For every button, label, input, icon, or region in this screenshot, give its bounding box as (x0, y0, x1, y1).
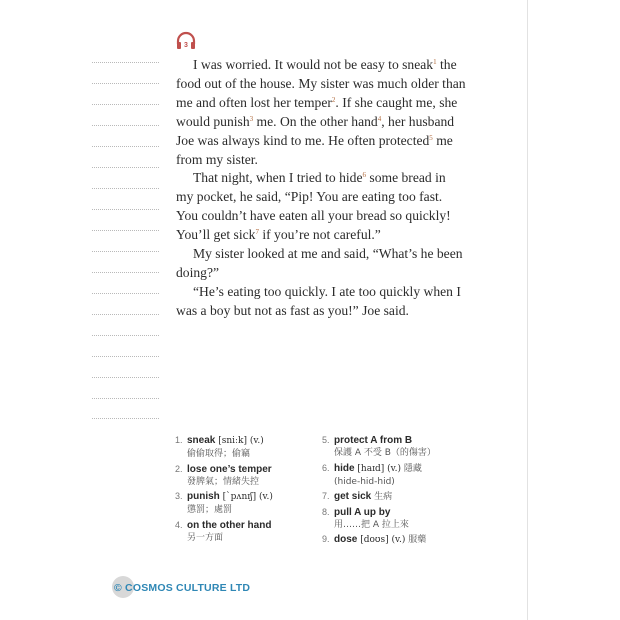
note-line (92, 398, 159, 399)
note-line (92, 230, 159, 231)
note-line (92, 293, 159, 294)
page-edge-line (527, 0, 528, 620)
paragraph-4: “He’s eating too quickly. I ate too quickly when I was a boy but not as fast as you!” Joe said. (176, 283, 461, 318)
notes-lines (92, 0, 159, 620)
story-text (176, 56, 466, 321)
note-line (92, 356, 159, 357)
copyright-text: © COSMOS CULTURE LTD (114, 582, 251, 594)
note-line (92, 314, 159, 315)
paragraph-1: I was worried. It would not be easy to sneak$^1$ the food out of the house. My sister was much older than me and often lost her temper$^2$. If she caught me, she would punish$^3$ me. On the other hand$^4$, her husband Joe was always kind to me. He often protected$^5$ me from my sister. (176, 57, 466, 167)
note-line (92, 251, 159, 252)
note-line (92, 418, 159, 419)
paragraph-3: My sister looked at me and said, “What’s he been doing?” (176, 246, 463, 280)
note-line (92, 209, 159, 210)
vocab-item: 3. punish [ˋpʌnɪʃ] (v.) 懲罰；處罰 (175, 491, 273, 515)
note-line (92, 377, 159, 378)
headphones-icon (175, 30, 197, 52)
note-line (92, 167, 159, 168)
paragraph-2: That night, when I tried to hide$^6$ some bread in my pocket, he said, “Pip! You are eating too fast. You couldn’t have eaten all your bread so quickly! You’ll get sick$^7$ if you’re not careful.” (176, 170, 451, 243)
publisher-logo (110, 578, 260, 598)
vocab-list-right (322, 434, 502, 549)
footnote-ref: 5 (429, 133, 433, 142)
note-line (92, 125, 159, 126)
note-line (92, 104, 159, 105)
vocab-item: 2. lose one’s temper 發脾氣；情緒失控 (175, 463, 272, 487)
footnote-ref: 1 (433, 58, 437, 66)
vocab-item: 8. pull A up by 用……把 A 拉上來 (322, 506, 409, 530)
vocab-item: 4. on the other hand 另一方面 (175, 519, 272, 543)
vocab-list-left (175, 434, 315, 546)
note-line (92, 335, 159, 336)
vocab-item: 5. protect A from B 保護 A 不受 B（的傷害） (322, 435, 436, 458)
note-line (92, 62, 159, 63)
footnote-ref: 6 (362, 171, 367, 180)
note-line (92, 146, 159, 147)
track-number: 3 (184, 42, 188, 49)
note-line (92, 83, 159, 84)
note-line (92, 188, 159, 189)
footnote-ref: 2 (331, 95, 336, 104)
audio-track-button[interactable] (175, 30, 197, 52)
vocab-item: 9. dose [doʊs] (v.) 服藥 (322, 534, 427, 545)
vocab-item: 7. get sick 生病 (322, 491, 393, 502)
vocab-item: 1. sneak [sniːk] (v.) 偷偷取得；偷竊 (175, 435, 264, 459)
vocab-item: 6. hide [haɪd] (v.) 隱藏 (hide-hid-hid) (322, 462, 422, 487)
footnote-ref: 4 (377, 114, 382, 123)
footnote-ref: 7 (255, 228, 259, 237)
note-line (92, 272, 159, 273)
footnote-ref: 3 (249, 114, 254, 123)
